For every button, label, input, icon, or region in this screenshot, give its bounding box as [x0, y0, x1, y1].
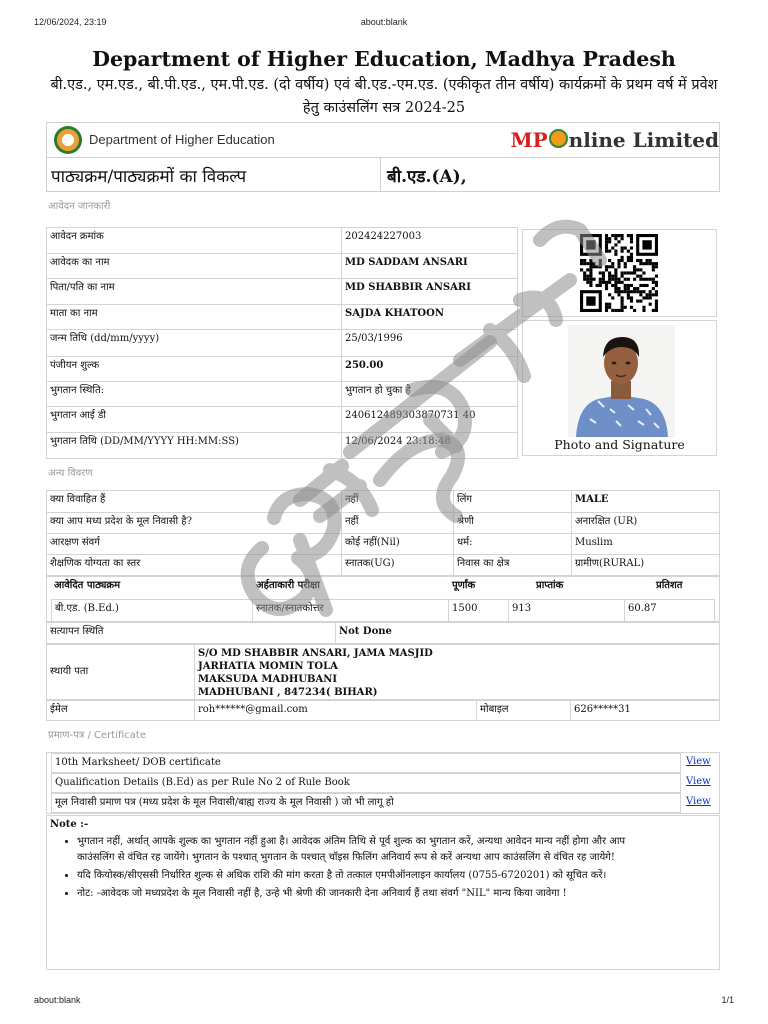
other-details-table	[46, 490, 720, 576]
view-link[interactable]	[683, 773, 715, 793]
print-page-number: 1/1	[721, 995, 734, 1005]
table-row	[47, 406, 517, 433]
field-label: श्रेणी	[453, 513, 571, 534]
field-label: धर्म:	[453, 534, 571, 555]
view-link[interactable]	[683, 753, 715, 773]
field-label: सत्यापन स्थिति	[50, 626, 104, 637]
column-header: पूर्णांक	[452, 580, 476, 591]
mp-suffix: nline Limited	[568, 128, 719, 152]
table-cell: 913	[509, 599, 625, 622]
mponline-globe-icon	[549, 129, 568, 148]
note-item: • नोट: -आवेदक जो मध्यप्रदेश के मूल निवासी नहीं है, उन्हे भी श्रेणी की जानकारी देना अनिवार्य हैं तथा संवर्ग "NIL" मान्य किया जावेगा !	[77, 886, 637, 902]
table-cell: 60.87	[625, 599, 715, 622]
field-label: भुगतान तिथि (DD/MM/YYYY HH:MM:SS)	[50, 436, 239, 447]
field-label: लिंग	[453, 491, 571, 512]
table-cell: स्नातक/स्नातकोत्तर	[253, 599, 449, 622]
divider	[380, 158, 381, 191]
page-title: Department of Higher Education, Madhya Pradesh	[92, 47, 676, 71]
page-subtitle: बी.एड., एम.एड., बी.पी.एड., एम.पी.एड. (दो वर्षीय) एवं बी.एड.-एम.एड. (एकीकृत तीन वर्षीय) कार्यक्रमों के प्रथम वर्ष में प्रवेश हेतु काउंसलिंग सत्र 2024-25	[50, 77, 718, 116]
note-list	[49, 834, 637, 904]
table-row	[47, 599, 719, 622]
table-header-row	[47, 577, 719, 599]
table-row	[47, 753, 719, 773]
table-row	[47, 773, 719, 793]
note-item: • यदि कियोस्क/सीएससी निर्धारित शुल्क से अधिक राशि की मांग करता है तो तत्काल एमपीऑनलाइन कार्यालय (0755-6720201) को सूचित करें।	[77, 868, 637, 884]
print-footer-url: about:blank	[34, 995, 81, 1005]
course-choice	[46, 158, 720, 192]
field-label: मोबाइल	[476, 701, 570, 720]
field-label: पिता/पति का नाम	[50, 282, 115, 293]
dhe-logo-icon	[54, 126, 82, 154]
mobile-value: 626*****31	[570, 701, 719, 720]
table-row	[47, 533, 719, 555]
field-value: नहीं	[341, 513, 453, 534]
banner	[46, 122, 720, 158]
column-header: प्रतिशत	[656, 580, 683, 591]
address-line: S/O MD SHABBIR ANSARI, JAMA MASJID	[198, 648, 433, 659]
applicant-photo	[568, 325, 675, 437]
field-value: MD SHABBIR ANSARI	[341, 279, 517, 305]
view-link[interactable]	[683, 793, 715, 813]
table-cell: बी.एड. (B.Ed.)	[51, 599, 253, 622]
field-label: क्या विवाहित हैं	[50, 494, 106, 505]
print-page-url: about:blank	[360, 17, 408, 27]
print-datetime: 12/06/2024, 23:19	[34, 17, 107, 27]
field-label: जन्म तिथि (dd/mm/yyyy)	[50, 333, 160, 344]
field-label: आरक्षण संवर्ग	[50, 537, 100, 548]
course-label: पाठ्यक्रम/पाठ्यक्रमों का विकल्प	[51, 167, 247, 187]
course-value: बी.एड.(A),	[387, 167, 467, 187]
table-row	[47, 432, 517, 460]
table-row	[47, 304, 517, 330]
application-table	[46, 227, 518, 459]
qualification-table	[46, 576, 720, 622]
certificate-name: Qualification Details (B.Ed) as per Rule No 2 of Rule Book	[51, 773, 681, 793]
field-label: निवास का क्षेत्र	[453, 555, 571, 577]
qr-code-icon	[580, 234, 658, 312]
field-value: 25/03/1996	[341, 330, 517, 357]
note-box	[46, 815, 720, 970]
email-value: roh******@gmail.com	[194, 701, 476, 720]
field-label: स्थायी पता	[50, 666, 89, 677]
view-link-text[interactable]: View	[686, 756, 711, 767]
address-line: JARHATIA MOMIN TOLA	[198, 661, 338, 672]
table-row	[47, 329, 517, 357]
field-value: कोई नहीं(Nil)	[341, 534, 453, 555]
column-header: अर्हताकारी परीक्षा	[256, 580, 320, 591]
qr-box	[522, 229, 717, 317]
mponline-logo	[510, 128, 719, 152]
table-cell: 1500	[449, 599, 509, 622]
table-row	[47, 491, 719, 512]
note-title: Note :-	[50, 819, 89, 830]
field-label: माता का नाम	[50, 308, 98, 319]
field-value: Muslim	[571, 534, 719, 555]
field-value: 202424227003	[341, 228, 517, 253]
field-value: 250.00	[341, 357, 517, 382]
table-row	[47, 512, 719, 534]
verification-row	[46, 622, 720, 644]
table-row	[47, 554, 719, 577]
field-value: SAJDA KHATOON	[341, 305, 517, 330]
address-line: MAKSUDA MADHUBANI	[198, 674, 338, 685]
address-line: MADHUBANI , 847234( BIHAR)	[198, 687, 378, 698]
field-value: MALE	[571, 491, 719, 512]
contact-row	[46, 700, 720, 721]
field-value: Not Done	[335, 623, 719, 643]
section-application: आवेदन जानकारी	[48, 201, 111, 212]
field-label: आवेदन क्रमांक	[50, 231, 104, 242]
address-row	[46, 644, 720, 700]
table-row	[47, 278, 517, 305]
field-label: पंजीयन शुल्क	[50, 360, 100, 371]
certificate-name: मूल निवासी प्रमाण पत्र (मध्य प्रदेश के मूल निवासी/बाह्य राज्य के मूल निवासी ) जो भी लागू हो	[51, 793, 681, 813]
field-value: नहीं	[341, 491, 453, 512]
column-header: प्राप्तांक	[536, 580, 564, 591]
section-certificate: प्रमाण-पत्र / Certificate	[48, 730, 146, 741]
table-row	[47, 253, 517, 279]
photo-caption: Photo and Signature	[554, 437, 685, 452]
field-label: भुगतान आई डी	[50, 410, 106, 421]
field-label: ईमेल	[50, 704, 68, 715]
field-value: MD SADDAM ANSARI	[341, 254, 517, 279]
mp-prefix: MP	[510, 128, 548, 152]
field-label: भुगतान स्थिति:	[50, 385, 105, 396]
certificate-name: 10th Marksheet/ DOB certificate	[51, 753, 681, 773]
address-value	[194, 645, 719, 699]
photo-box	[522, 320, 717, 456]
dhe-text: Department of Higher Education	[89, 132, 275, 147]
field-value: अनारक्षित (UR)	[571, 513, 719, 534]
certificate-table	[46, 752, 720, 814]
field-label: शैक्षणिक योग्यता का स्तर	[50, 558, 141, 569]
field-value: 240612489303870731 40	[341, 407, 517, 433]
view-link-text[interactable]: View	[686, 796, 711, 807]
field-value: स्नातक(UG)	[341, 555, 453, 577]
table-row	[47, 381, 517, 407]
view-link-text[interactable]: View	[686, 776, 711, 787]
table-row	[47, 228, 517, 253]
field-value: ग्रामीण(RURAL)	[571, 555, 719, 577]
field-value: 12/06/2024 23:18:48	[341, 433, 517, 460]
field-label: आवेदक का नाम	[50, 257, 110, 268]
field-value: भुगतान हो चुका है	[341, 382, 517, 407]
column-header: आवेदित पाठ्यक्रम	[54, 580, 121, 591]
table-row	[47, 793, 719, 813]
note-item: • भुगतान नहीं, अर्थात् आपके शुल्क का भुगतान नहीं हुआ है। आवेदक अंतिम तिथि से पूर्व शुल्क का भुगतान करें, अन्यथा आवेदन मान्य नहीं होगा और आप काउंसलिंग से वंचित रह जायेंगे। भुगतान के पश्चात् भुगतान के पश्चात् चॉइस फिलिंग अनिवार्य रूप से करें अन्यथा आप काउंसलिंग से वंचित रह जायेगे!	[77, 834, 637, 866]
field-label: क्या आप मध्य प्रदेश के मूल निवासी है?	[50, 516, 192, 527]
table-row	[47, 356, 517, 382]
section-other: अन्य विवरण	[48, 468, 93, 479]
